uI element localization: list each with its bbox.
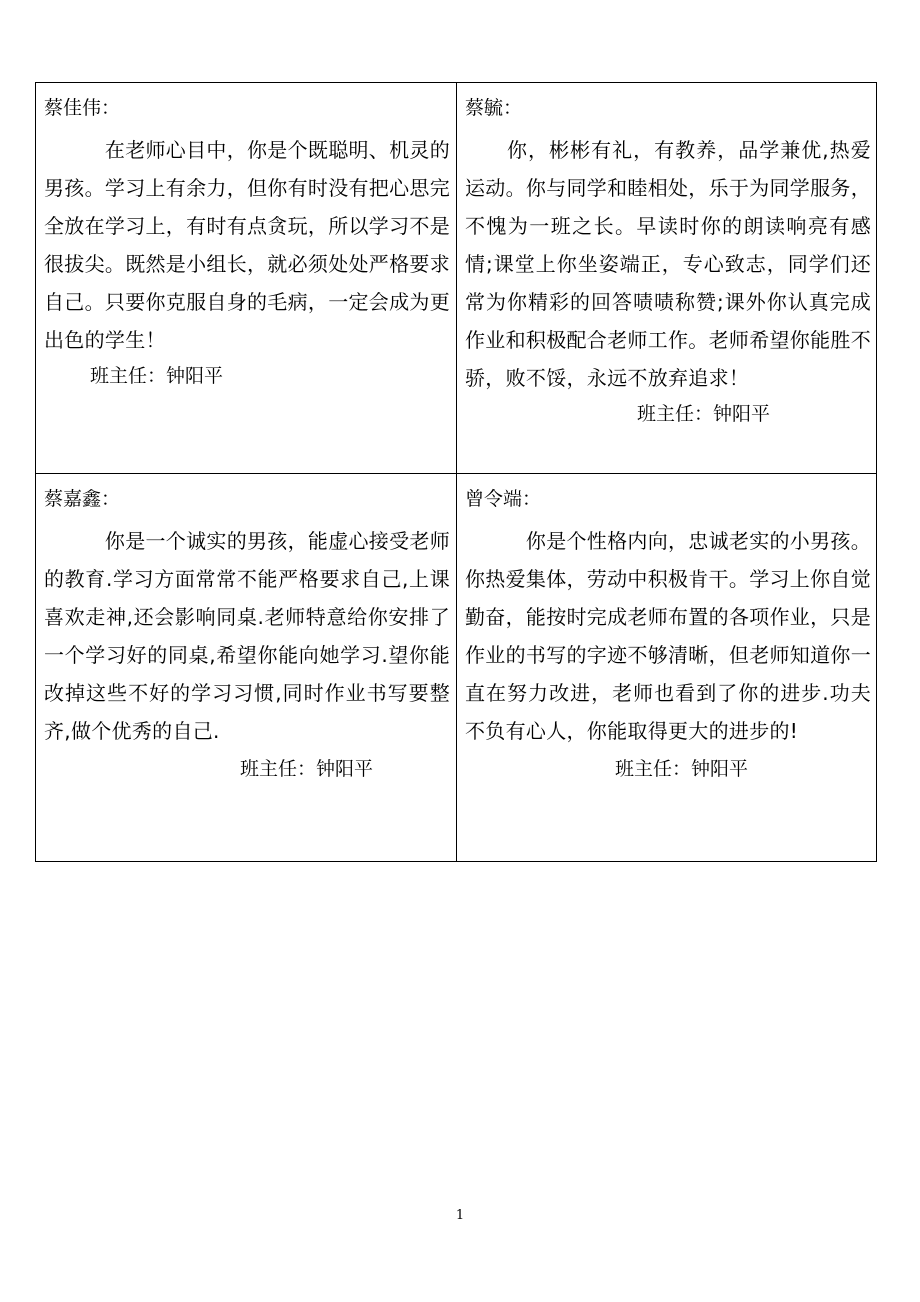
comment-text: 在老师心目中，你是个既聪明、机灵的男孩。学习上有余力，但你有时没有把心思完全放在学习上，有时有点贪玩，所以学习不是很拔尖。既然是小组长，就必须处处严格要求自己。只要你克服自身的毛病，一定会成为更出色的学生！ xyxy=(44,138,450,352)
comment-cell xyxy=(36,83,456,473)
comment-text: 你，彬彬有礼，有教养，品学兼优,热爱运动。你与同学和睦相处，乐于为同学服务，不愧为一班之长。早读时你的朗读响亮有感情;课堂上你坐姿端正，专心致志，同学们还常为你精彩的回答啧啧称赞;课外你认真完成作业和积极配合老师工作。老师希望你能胜不骄，败不馁，永远不放弃追求！ xyxy=(465,138,871,390)
comment-cell xyxy=(457,474,877,862)
page-number: 1 xyxy=(455,1208,465,1223)
comment-cell xyxy=(36,474,456,862)
student-name: 蔡嘉鑫： xyxy=(44,488,121,510)
student-name: 蔡毓： xyxy=(465,97,523,119)
teacher-signature: 班主任：钟阳平 xyxy=(240,758,374,780)
comment-text: 你是个性格内向，忠诚老实的小男孩。你热爱集体，劳动中积极肯干。学习上你自觉勤奋，能按时完成老师布置的各项作业，只是作业的书写的字迹不够清晰，但老师知道你一直在努力改进，老师也看到了你的进步.功夫不负有心人，你能取得更大的进步的! xyxy=(465,529,871,743)
teacher-signature: 班主任：钟阳平 xyxy=(637,403,771,425)
comment-cell xyxy=(457,83,877,473)
teacher-signature: 班主任：钟阳平 xyxy=(615,758,749,780)
student-name: 蔡佳伟： xyxy=(44,97,121,119)
comment-text: 你是一个诚实的男孩，能虚心接受老师的教育.学习方面常常不能严格要求自己,上课喜欢走神,还会影响同桌.老师特意给你安排了一个学习好的同桌,希望你能向她学习.望你能改掉这些不好的学习习惯,同时作业书写要整齐,做个优秀的自己. xyxy=(44,529,450,743)
comments-table xyxy=(35,82,877,862)
student-name: 曾令端： xyxy=(465,488,542,510)
teacher-signature: 班主任：钟阳平 xyxy=(90,365,224,387)
